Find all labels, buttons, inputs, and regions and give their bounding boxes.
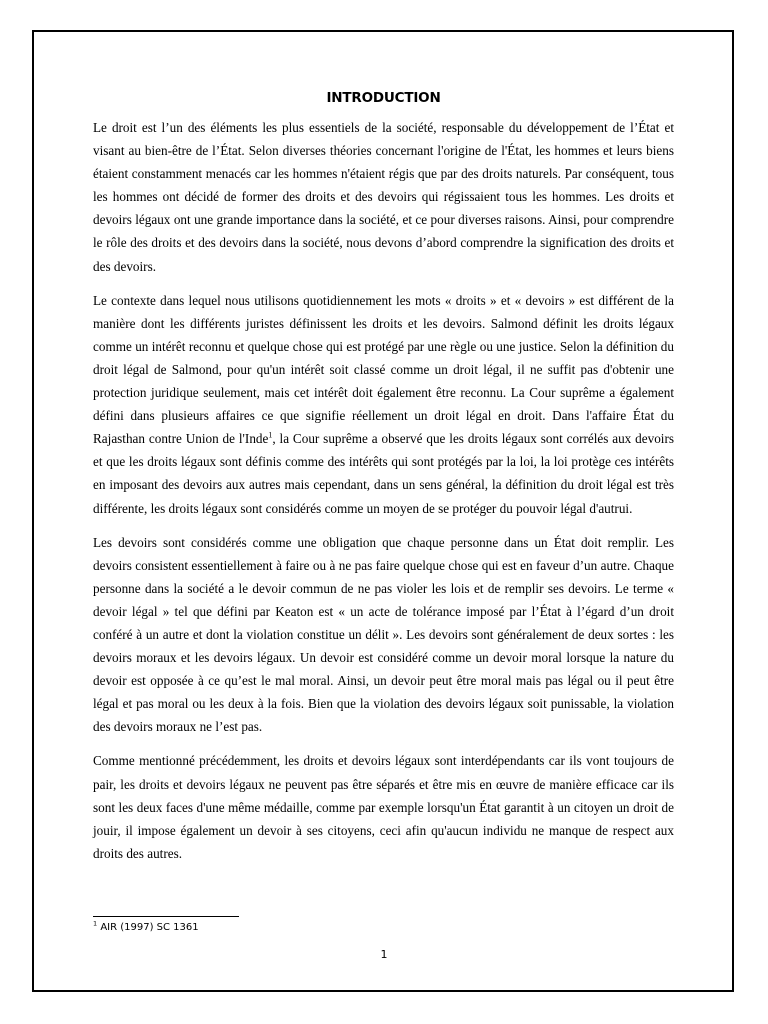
paragraph-1: Le droit est l’un des éléments les plus essentiels de la société, responsable du développement de l’État et visant au bien-être de l’État. Selon diverses théories concernant l'origine de l'État, les hommes et leurs biens étaient constamment menacés car les hommes n'étaient régis que par des droits naturels. Par conséquent, tous les hommes ont décidé de former des droits et des devoirs qui régissaient tous les hommes. Les droits et devoirs légaux ont une grande importance dans la société, et ce pour diverses raisons. Ainsi, pour comprendre le rôle des droits et des devoirs dans la société, nous devons d’abord comprendre la signification des droits et des devoirs. (93, 120, 674, 274)
footnote-separator (93, 916, 239, 917)
footnote-marker: 1 (93, 919, 98, 928)
paragraph-2-text-after-ref: , la Cour suprême a observé que les droits légaux sont corrélés aux devoirs et que les droits légaux sont définis comme des intérêts qui sont protégés par la loi, la loi protège ces intérêts en imposant des devoirs aux autres mais cependant, dans un sens général, la définition du droit légal est très différente, les droits légaux sont considérés comme un moyen de se protéger du pouvoir légal d'autrui. (93, 431, 674, 516)
footnote-reference: 1 (268, 430, 273, 440)
paragraph-2 (93, 289, 674, 520)
footnote-text: AIR (1997) SC 1361 (97, 922, 199, 933)
footnote (93, 921, 199, 935)
paragraph-2-text-before-ref: Le contexte dans lequel nous utilisons quotidiennement les mots « droits » et « devoirs » est différent de la manière dont les différents juristes définissent les droits et les devoirs. Salmond définit les droits légaux comme un intérêt reconnu et quelque chose qui est protégé par une règle ou une justice. Selon la définition du droit légal de Salmond, pour qu'un intérêt soit classé comme un droit légal, il ne suffit pas d'obtenir une protection juridique seulement, mais cet intérêt doit également être reconnu. La Cour suprême a également défini dans plusieurs affaires ce que signifie réellement un droit légal en droit. Dans l'affaire État du Rajasthan contre Union de l'Inde (93, 292, 674, 447)
paragraph-4: Comme mentionné précédemment, les droits et devoirs légaux sont interdépendants car ils vont toujours de pair, les droits et devoirs légaux ne peuvent pas être séparés et être mis en œuvre de manière efficace car ils sont les deux faces d'une même médaille, comme par exemple lorsqu'un État garantit à un citoyen un droit de jouir, il impose également un devoir à ses citoyens, ceci afin qu'aucun individu ne manque de respect aux droits des autres. (93, 753, 674, 861)
page-number: 1 (380, 948, 388, 961)
document-body (93, 88, 674, 876)
page-title: INTRODUCTION (326, 90, 441, 106)
paragraph-3: Les devoirs sont considérés comme une obligation que chaque personne dans un État doit remplir. Les devoirs consistent essentiellement à faire ou à ne pas faire quelque chose qui est en faveur d’un autre. Chaque personne dans la société a le devoir commun de ne pas violer les lois et de remplir ses devoirs. Le terme « devoir légal » tel que défini par Keaton est « un acte de tolérance imposé par l’État à l’égard d’un droit conféré à un autre et dont la violation constitue un délit ». Les devoirs sont généralement de deux sortes : les devoirs moraux et les devoirs légaux. Un devoir est considéré comme un devoir moral lorsque la nature du devoir est opposée à ce qu’est le mal moral. Ainsi, un devoir peut être moral mais pas légal ou il peut être légal et pas moral ou les deux à la fois. Bien que la violation des devoirs légaux soit punissable, la violation des devoirs moraux ne l’est pas. (93, 534, 674, 735)
